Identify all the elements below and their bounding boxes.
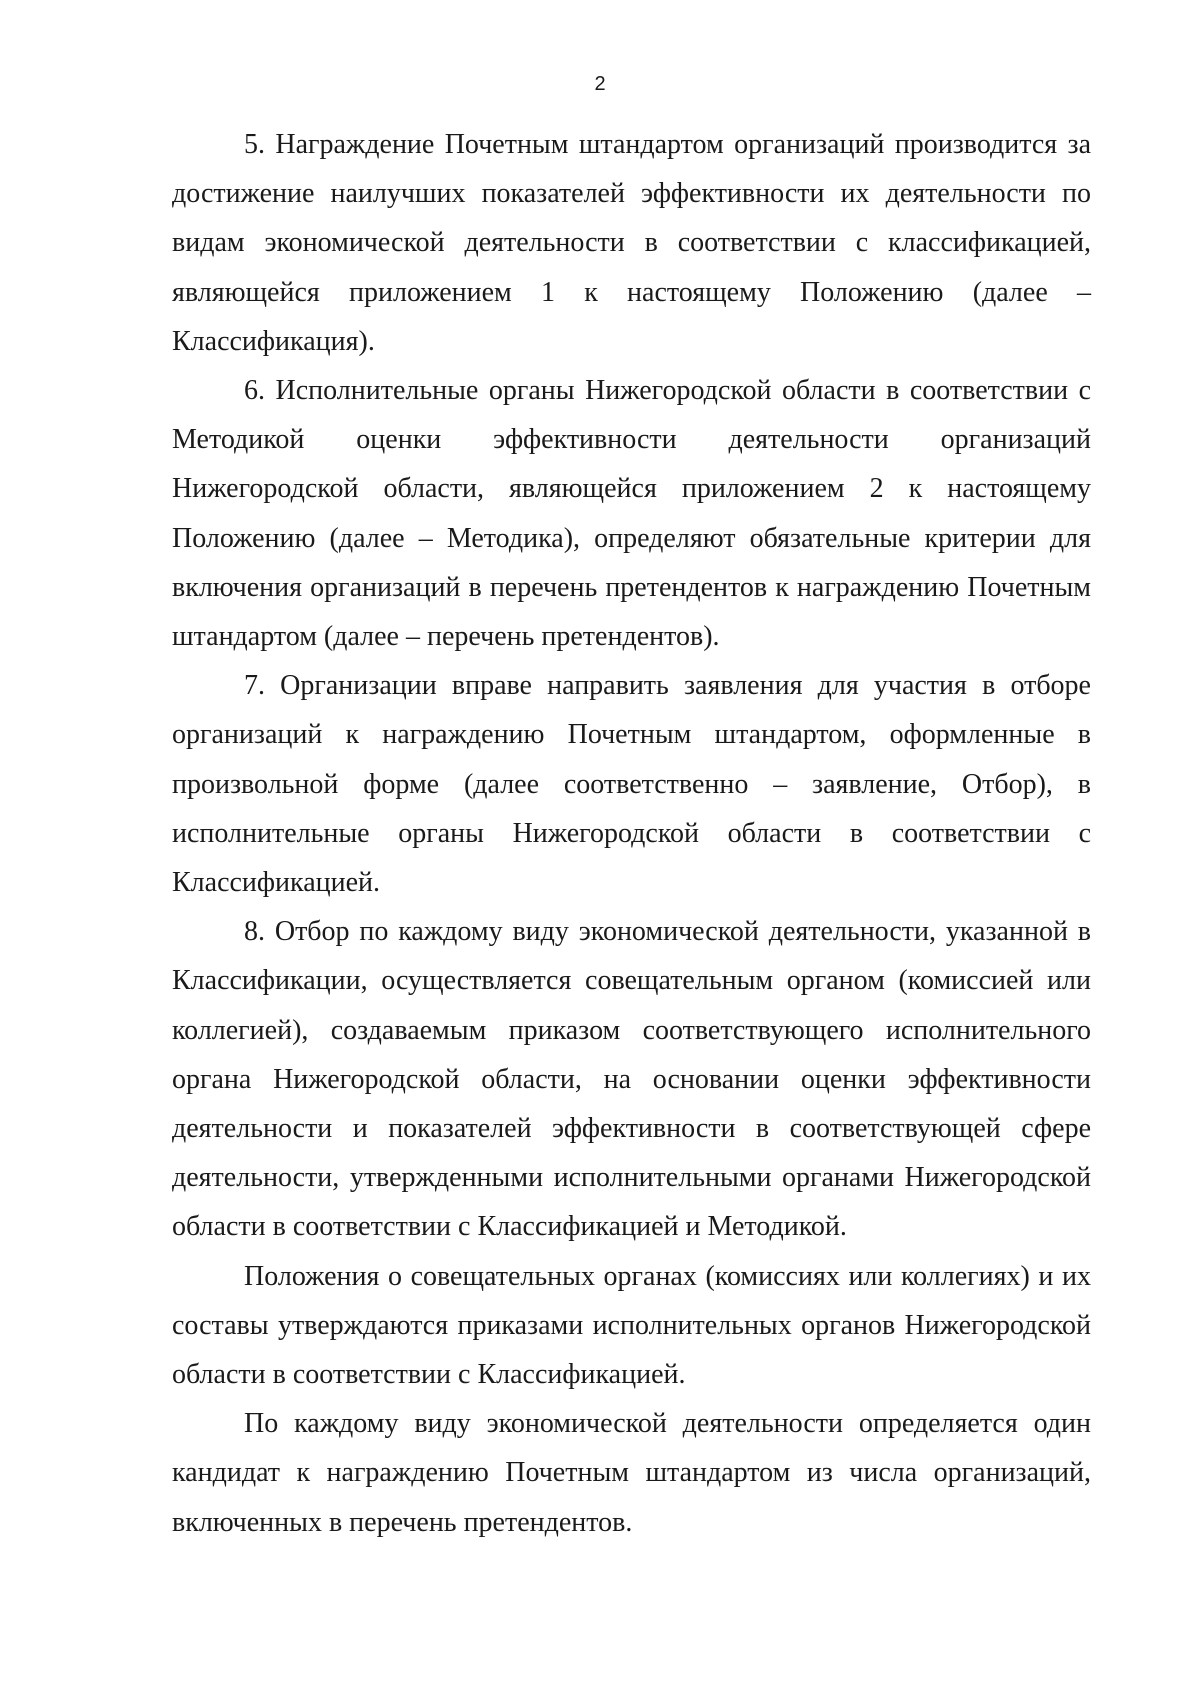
paragraph-5: 5. Награждение Почетным штандартом организаций производится за достижение наилучших показателей эффективности их деятельности по видам экономической деятельности в соответствии с классификацией, являющейся приложением 1 к настоящему Положению (далее – Классификация). — [172, 129, 1091, 357]
page-number: 2 — [594, 73, 606, 95]
paragraph-commissions: Положения о совещательных органах (комиссиях или коллегиях) и их составы утверждаются приказами исполнительных органов Нижегородской области в соответствии с Классификацией. — [172, 1260, 1091, 1391]
document-body — [172, 120, 1091, 1547]
paragraph-8: 8. Отбор по каждому виду экономической деятельности, указанной в Классификации, осуществляется совещательным органом (комиссией или коллегией), создаваемым приказом соответствующего исполнительного органа Нижегородской области, на основании оценки эффективности деятельности и показателей эффективности в соответствующей сфере деятельности, утвержденными исполнительными органами Нижегородской области в соответствии с Классификацией и Методикой. — [172, 916, 1091, 1243]
paragraph-7: 7. Организации вправе направить заявления для участия в отборе организаций к награждению Почетным штандартом, оформленные в произвольной форме (далее соответственно – заявление, Отбор), в исполнительные органы Нижегородской области в соответствии с Классификацией. — [172, 670, 1091, 899]
paragraph-candidate: По каждому виду экономической деятельности определяется один кандидат к награждению Почетным штандартом из числа организаций, включенных в перечень претендентов. — [172, 1408, 1091, 1538]
paragraph-6: 6. Исполнительные органы Нижегородской области в соответствии с Методикой оценки эффективности деятельности организаций Нижегородской области, являющейся приложением 2 к настоящему Положению (далее – Методика), определяют обязательные критерии для включения организаций в перечень претендентов к награждению Почетным штандартом (далее – перечень претендентов). — [172, 375, 1091, 653]
